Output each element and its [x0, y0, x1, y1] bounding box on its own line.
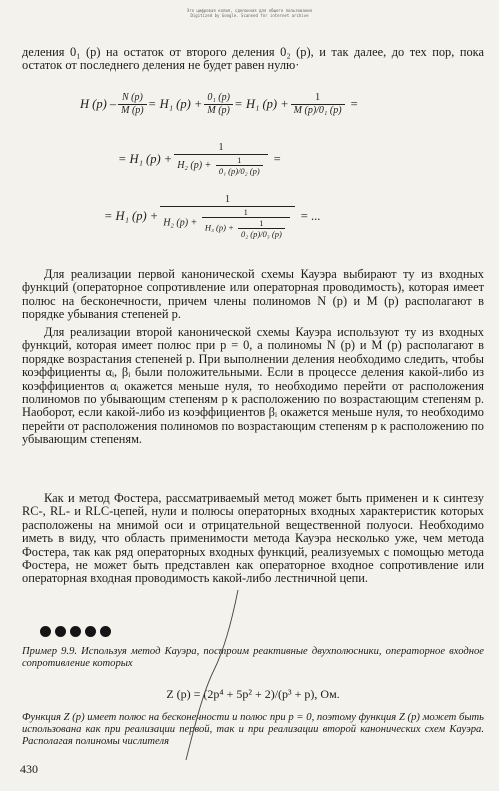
eq-row3-ellipsis: = ... [300, 209, 321, 223]
eq-equals-1: = [148, 97, 156, 111]
eq-lhs: H (p) – [80, 97, 117, 111]
eq-equals-2: = [234, 97, 243, 111]
example-heading: Пример 9.9. Используя метод Кауэра, построим реактивные двухполюсники, операторное входное сопротивление которых [22, 646, 484, 670]
eq-row2-lead: = H₁ (p) + [118, 151, 173, 166]
eq-frac-o1-m-num: 0₁ (p) [207, 92, 230, 103]
eq-frac-o1-m-den: M (p) [204, 104, 233, 117]
page-number: 430 [20, 762, 38, 776]
scan-stamp-line2: Digitized by Google. Scanned for internet archive [190, 13, 309, 18]
eq-row2-inner-num: 1 [237, 155, 242, 165]
paragraph-applicability: Как и метод Фостера, рассматриваемый метод может быть применен и к синтезу RC-, RL- и RLC-цепей, нули и полюсы операторных входных характеристик которых расположены на мнимой оси и отрицательной вещественной полуоси. Необходимо иметь в виду, что область применимости метода Кауэра несколько уже, чем метода Фостера, так как ряд операторных входных функций, реализуемых с помощью метода Фостера, не может быть представлен как операторное входное сопротивление или операторная входная проводимость какой-либо лестничной цепи. [22, 491, 484, 586]
eq-row3-inner-den: 0₂ (p)/0₃ (p) [238, 228, 285, 239]
eq-frac-n-m-num: N (p) [121, 92, 143, 103]
eq-equals-3: = [350, 97, 358, 111]
eq-row2-h2: H₂ (p) + [177, 159, 212, 171]
eq-row3-h2: H₂ (p) + [163, 217, 198, 229]
eq-row3-frac-num: 1 [225, 194, 230, 205]
scan-stamp-line1: Это цифровая копия, сделанная для общего пользования [186, 8, 313, 13]
eq-frac-n-m-den: M (p) [118, 104, 147, 117]
paragraph-first-cauer: Для реализации первой канонической схемы Кауэра выбирают ту из входных функций (операторное сопротивление или операторная проводимость), которая имеет полюс на бесконечности, причем члены полиномов N (p) и M (p) располагают в порядке убывания степеней p. [22, 267, 484, 322]
eq-h1-b: H₁ (p) + [246, 97, 289, 111]
paragraph-second-cauer: Для реализации второй канонической схемы Кауэра используют ту из входных функций, которая имеет полюс при p = 0, а полиномы N (p) и M (p) располагают в порядке возрастания степеней p. При выполнении деления необходимо следить, чтобы коэффициенты αᵢ, βᵢ были положительными. Если в процессе деления какой-либо из коэффициентов αᵢ окажется меньше нуля, то необходимо перейти от расположения полиномов по убывающим степеням p к расположению по возрастающим степеням p. Наоборот, если какой-либо из коэффициентов βᵢ окажется меньше нуля, то необходимо перейти от расположения полиномов по возрастающим степеням p к расположению по убывающим степеням. [22, 325, 484, 447]
eq-row2-equals: = [273, 151, 281, 166]
eq-row3-inner-num: 1 [259, 218, 264, 228]
eq-row3-h3: H₃ (p) + [204, 222, 234, 233]
eq-row3-lead: = H₁ (p) + [104, 209, 159, 223]
eq-frac-one-m-o1-den: M (p)/0₁ (p) [291, 104, 345, 117]
eq-row2-frac-num: 1 [218, 142, 224, 153]
intro-paragraph: деления 0₁ (p) на остаток от второго деления 0₂ (p), и так далее, до тех пор, пока остаток от последнего деления не будет равен нулю· [22, 45, 484, 73]
function-note: Функция Z (p) имеет полюс на бесконечности и полюс при p = 0, поэтому функция Z (p) может быть использована как при реализации первой, так и при реализации второй канонических схем Кауэра. Располагая полиномы числителя [22, 712, 484, 748]
eq-row3-mid-num: 1 [243, 207, 248, 217]
example-equation: Z (p) = (2p⁴ + 5p² + 2)/(p³ + p), Ом. [166, 687, 340, 701]
eq-frac-one-m-o1-num: 1 [315, 92, 321, 103]
eq-row2-inner-den: 0₁ (p)/0₂ (p) [216, 165, 263, 176]
eq-h1-a: H₁ (p) + [159, 97, 203, 111]
